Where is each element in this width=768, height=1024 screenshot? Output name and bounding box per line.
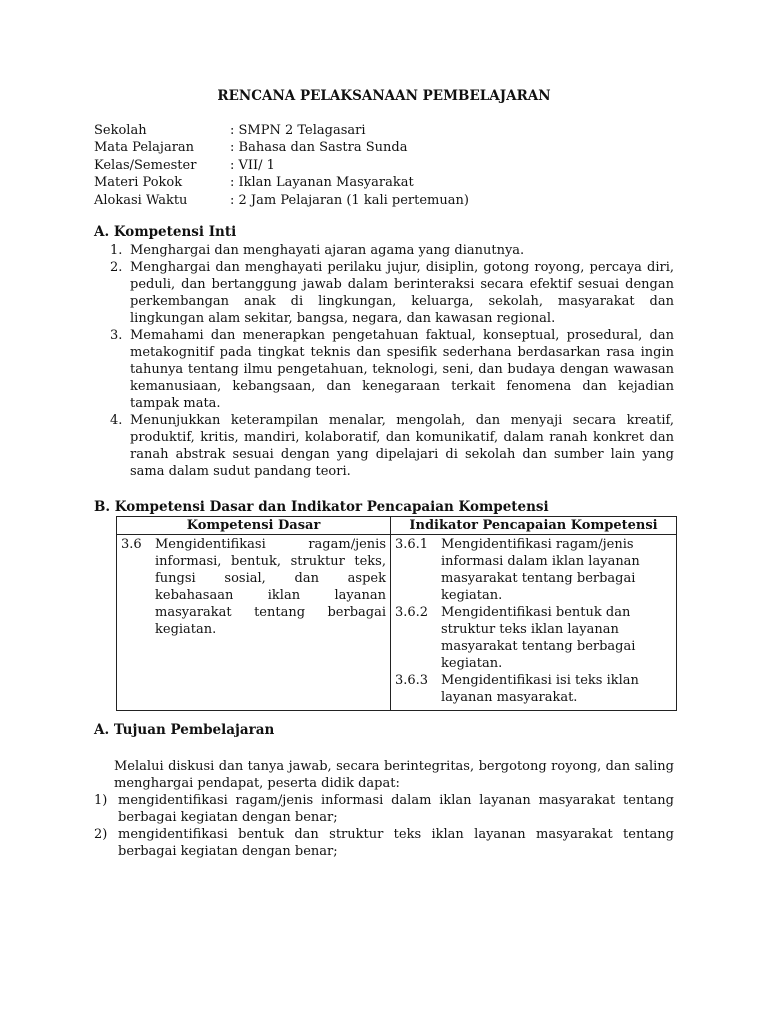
column-header-ipk: Indikator Pencapaian Kompetensi <box>391 517 677 535</box>
meta-value: : 2 Jam Pelajaran (1 kali pertemuan) <box>230 192 469 208</box>
meta-label: Mata Pelajaran <box>94 140 195 156</box>
indicator-item <box>395 536 672 604</box>
list-item <box>110 242 674 259</box>
indicator-number: 3.6.1 <box>395 537 429 552</box>
indicator-text: Mengidentifikasi isi teks iklan layanan masyarakat. <box>441 673 639 705</box>
list-item <box>110 327 674 412</box>
meta-label: Materi Pokok <box>94 175 183 191</box>
indicator-cell <box>391 535 677 711</box>
list-text: Menghargai dan menghayati ajaran agama yang dianutnya. <box>130 243 525 258</box>
kd-text: Mengidentifikasi ragam/jenis informasi, bentuk, struktur teks, fungsi sosial, dan aspek kebahasaan iklan layanan masyarakat tentang berbagai kegiatan. <box>155 537 386 637</box>
table-row <box>117 535 677 711</box>
meta-label: Alokasi Waktu <box>94 192 188 208</box>
indicator-text: Mengidentifikasi ragam/jenis informasi dalam iklan layanan masyarakat tentang berbagai kegiatan. <box>441 537 640 603</box>
list-text: mengidentifikasi ragam/jenis informasi dalam iklan layanan masyarakat tentang berbagai kegiatan dengan benar; <box>118 793 674 825</box>
meta-label: Kelas/Semester <box>94 157 197 173</box>
meta-value: : SMPN 2 Telagasari <box>230 123 366 138</box>
list-text: mengidentifikasi bentuk dan struktur teks iklan layanan masyarakat tentang berbagai kegiatan dengan benar; <box>118 827 674 859</box>
list-number: 1. <box>110 243 123 258</box>
kompetensi-table <box>116 516 677 711</box>
indicator-item <box>395 604 672 672</box>
indicator-number: 3.6.3 <box>395 673 429 688</box>
list-number: 2) <box>94 827 108 842</box>
kd-cell <box>117 535 391 711</box>
meta-row-alokasi-waktu <box>94 192 654 209</box>
list-number: 2. <box>110 260 123 275</box>
tujuan-intro: Melalui diskusi dan tanya jawab, secara berintegritas, bergotong royong, dan saling menghargai pendapat, peserta didik dapat: <box>114 759 674 791</box>
tujuan-list <box>94 792 674 860</box>
column-header-kd: Kompetensi Dasar <box>117 517 391 535</box>
list-item <box>110 412 674 480</box>
indicator-text: Mengidentifikasi bentuk dan struktur teks iklan layanan masyarakat tentang berbagai kegiatan. <box>441 605 636 671</box>
document-title: RENCANA PELAKSANAAN PEMBELAJARAN <box>217 88 551 104</box>
list-text: Memahami dan menerapkan pengetahuan faktual, konseptual, prosedural, dan metakognitif pada tingkat teknis dan spesifik sederhana berdasarkan rasa ingin tahunya tentang ilmu pengetahuan, teknologi, seni, dan budaya dengan wawasan kemanusiaan, kebangsaan, dan kenegaraan terkait fenomena dan kejadian tampak mata. <box>130 328 674 411</box>
kompetensi-inti-list <box>110 242 674 480</box>
list-item <box>94 792 674 826</box>
kd-number: 3.6 <box>121 537 142 552</box>
meta-label: Sekolah <box>94 123 147 138</box>
list-number: 3. <box>110 328 123 343</box>
list-text: Menunjukkan keterampilan menalar, mengolah, dan menyaji secara kreatif, produktif, kritis, mandiri, kolaboratif, dan komunikatif, dalam ranah konkret dan ranah abstrak sesuai dengan yang dipelajari di sekolah dan sumber lain yang sama dalam sudut pandang teori. <box>130 413 674 479</box>
heading-kompetensi-inti: A. Kompetensi Inti <box>94 224 237 240</box>
list-number: 4. <box>110 413 123 428</box>
table-header-row <box>117 517 677 535</box>
meta-value: : Iklan Layanan Masyarakat <box>230 175 414 191</box>
indicator-item <box>395 672 672 706</box>
indicator-number: 3.6.2 <box>395 605 429 620</box>
meta-row-materi-pokok <box>94 174 654 191</box>
heading-kompetensi-dasar: B. Kompetensi Dasar dan Indikator Pencapaian Kompetensi <box>94 499 549 515</box>
meta-row-mata-pelajaran <box>94 139 654 156</box>
list-item <box>94 826 674 860</box>
identity-block <box>94 122 654 209</box>
meta-row-sekolah <box>94 122 654 139</box>
meta-value: : Bahasa dan Sastra Sunda <box>230 140 408 156</box>
list-text: Menghargai dan menghayati perilaku jujur, disiplin, gotong royong, percaya diri, peduli, dan bertanggung jawab dalam berinteraksi secara efektif sesuai dengan perkembangan anak di lingkungan, keluarga, sekolah, masyarakat dan lingkungan alam sekitar, bangsa, negara, dan kawasan regional. <box>130 260 674 326</box>
list-number: 1) <box>94 793 108 808</box>
meta-value: : VII/ 1 <box>230 157 275 173</box>
list-item <box>110 259 674 327</box>
meta-row-kelas-semester <box>94 157 654 174</box>
heading-tujuan-pembelajaran: A. Tujuan Pembelajaran <box>94 722 275 738</box>
